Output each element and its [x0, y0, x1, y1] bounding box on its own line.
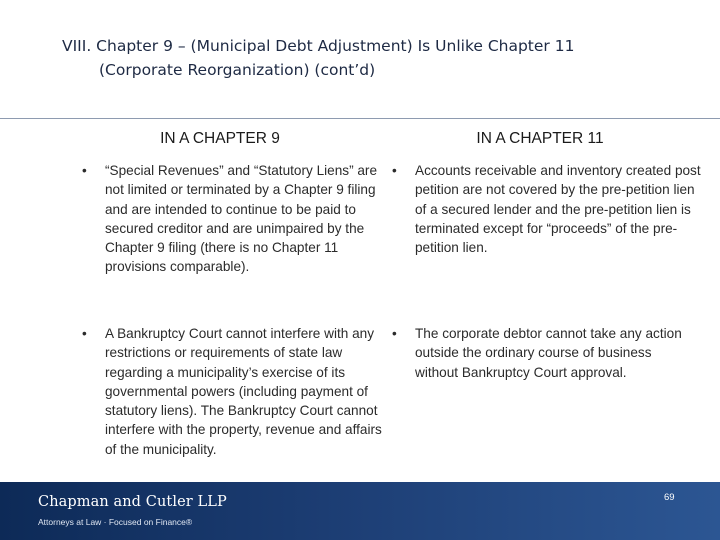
bullet-item — [82, 324, 382, 459]
chapter-11-bullet-list-1 — [392, 161, 702, 257]
bullet-item — [392, 324, 692, 382]
bullet-dot-icon: • — [392, 163, 397, 178]
bullet-dot-icon: • — [392, 326, 397, 341]
bullet-text: Accounts receivable and inventory created post petition are not covered by the pre-petition lien of a secured lender and the pre-petition lien is terminated except for “proceeds” of the pre-petition lien. — [415, 163, 701, 256]
bullet-item — [392, 161, 702, 257]
chapter-11-bullet-list-2 — [392, 324, 692, 382]
firm-logo: Chapman and Cutler LLP — [38, 494, 227, 510]
bullet-text: The corporate debtor cannot take any action outside the ordinary course of business without Bankruptcy Court approval. — [415, 326, 682, 380]
firm-tagline: Attorneys at Law · Focused on Finance® — [38, 517, 193, 527]
column-heading-chapter-9: IN A CHAPTER 9 — [160, 130, 280, 147]
bullet-text: “Special Revenues” and “Statutory Liens” are not limited or terminated by a Chapter 9 filing and are intended to continue to be paid to secured creditor and are unimpaired by the Chapter 9 filing (there is no Chapter 11 provisions comparable). — [105, 163, 378, 275]
bullet-item — [82, 161, 382, 277]
chapter-9-bullet-list-2 — [82, 324, 382, 459]
slide-title-line-2: (Corporate Reorganization) (cont’d) — [99, 61, 376, 79]
page-number: 69 — [664, 492, 675, 503]
column-heading-chapter-11: IN A CHAPTER 11 — [476, 130, 604, 147]
chapter-9-bullet-list-1 — [82, 161, 382, 277]
footer-bar — [0, 482, 720, 540]
title-divider — [0, 118, 720, 119]
bullet-text: A Bankruptcy Court cannot interfere with any restrictions or requirements of state law regarding a municipality’s exercise of its governmental powers (including payment of statutory liens). The Bankruptcy Court cannot interfere with the property, revenue and affairs of the municipality. — [105, 326, 382, 457]
bullet-dot-icon: • — [82, 163, 87, 178]
bullet-dot-icon: • — [82, 326, 87, 341]
slide-title — [62, 34, 702, 82]
slide-title-line-1: VIII. Chapter 9 – (Municipal Debt Adjustment) Is Unlike Chapter 11 — [62, 37, 575, 55]
